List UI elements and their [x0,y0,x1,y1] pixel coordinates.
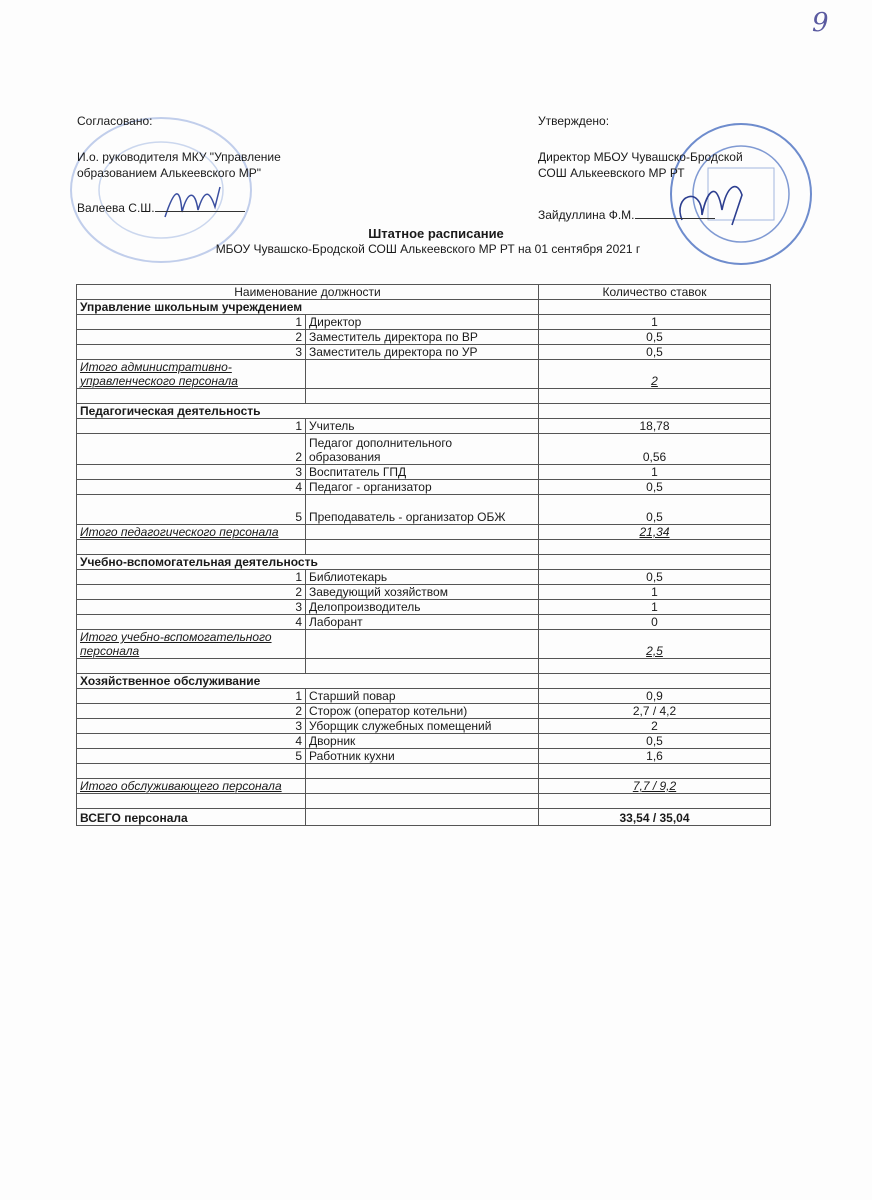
subtotal-label [77,630,306,659]
subtotal-text: Итого педагогического персонала [80,525,279,539]
approved-position-line2: СОШ Алькеевского МР РТ [538,166,685,180]
row-number: 4 [77,480,306,495]
position-name: Педагог - организатор [306,480,539,495]
subtotal-label [77,360,306,389]
position-name: Работник кухни [306,749,539,764]
approved-signer: Зайдуллина Ф.М. [538,208,715,222]
row-number: 4 [77,734,306,749]
table-row [77,585,771,600]
subtotal-value: 7,7 / 9,2 [539,779,771,794]
subtotal-text: Итого обслуживающего персонала [80,779,282,793]
rate-value: 2 [539,719,771,734]
table-row [77,300,771,315]
table-row [77,465,771,480]
empty-cell [306,779,539,794]
agreed-position-line2: образованием Алькеевского МР" [77,166,261,180]
table-row [77,495,771,525]
row-number: 2 [77,585,306,600]
table-row [77,525,771,540]
empty-cell [77,389,306,404]
row-number: 3 [77,719,306,734]
agreed-label: Согласовано: [77,114,153,128]
subtotal-text: Итого административно-управленческого персонала [80,360,238,388]
subtotal-value: 21,34 [539,525,771,540]
table-row [77,674,771,689]
subtotal-value: 2 [539,360,771,389]
empty-cell [306,540,539,555]
approved-position-line1: Директор МБОУ Чувашско-Бродской [538,150,743,164]
position-name [306,434,539,465]
rate-value: 0 [539,615,771,630]
position-name: Делопроизводитель [306,600,539,615]
rate-value: 1 [539,315,771,330]
empty-cell [306,809,539,826]
empty-cell [539,794,771,809]
rate-value: 0,5 [539,734,771,749]
empty-cell [539,404,771,419]
table-row [77,794,771,809]
row-number: 3 [77,600,306,615]
position-name: Учитель [306,419,539,434]
empty-cell [306,360,539,389]
position-name: Заведующий хозяйством [306,585,539,600]
staff-table [76,284,771,826]
empty-cell [77,794,306,809]
subtotal-text: Итого учебно-вспомогательного персонала [80,630,272,658]
position-name: Библиотекарь [306,570,539,585]
table-row [77,749,771,764]
row-number: 1 [77,689,306,704]
document-title: Штатное расписание [368,226,504,241]
empty-cell [306,659,539,674]
header-rates: Количество ставок [539,285,771,300]
row-number: 2 [77,434,306,465]
subtotal-value: 2,5 [539,630,771,659]
row-number: 3 [77,465,306,480]
table-row [77,704,771,719]
empty-cell [77,764,306,779]
row-number: 5 [77,749,306,764]
header-position: Наименование должности [77,285,539,300]
rate-value: 0,9 [539,689,771,704]
subtotal-label [77,779,306,794]
table-row [77,630,771,659]
position-name: Преподаватель - организатор ОБЖ [306,495,539,525]
table-row [77,419,771,434]
table-row [77,570,771,585]
table-row [77,345,771,360]
position-name: Заместитель директора по УР [306,345,539,360]
position-name: Лаборант [306,615,539,630]
section-heading: Хозяйственное обслуживание [77,674,539,689]
rate-value: 0,5 [539,480,771,495]
section-heading: Педагогическая деятельность [77,404,539,419]
position-name: Сторож (оператор котельни) [306,704,539,719]
empty-cell [306,525,539,540]
subtotal-label [77,525,306,540]
position-name: Старший повар [306,689,539,704]
row-number: 5 [77,495,306,525]
table-header-row [77,285,771,300]
rate-value: 1 [539,465,771,480]
row-number: 1 [77,315,306,330]
empty-cell [306,630,539,659]
position-name: Уборщик служебных помещений [306,719,539,734]
table-row [77,689,771,704]
position-name: Воспитатель ГПД [306,465,539,480]
rate-value: 18,78 [539,419,771,434]
table-row [77,540,771,555]
table-row [77,360,771,389]
empty-cell [539,674,771,689]
empty-cell [539,659,771,674]
empty-cell [539,300,771,315]
table-row [77,600,771,615]
agreed-signer: Валеева С.Ш. [77,201,245,215]
empty-cell [539,389,771,404]
empty-cell [306,389,539,404]
table-row [77,779,771,794]
rate-value: 0,5 [539,570,771,585]
table-row [77,719,771,734]
position-name: Дворник [306,734,539,749]
empty-cell [77,659,306,674]
position-name: Директор [306,315,539,330]
table-row [77,809,771,826]
grand-total-label: ВСЕГО персонала [77,809,306,826]
rate-value: 1 [539,600,771,615]
rate-value: 2,7 / 4,2 [539,704,771,719]
table-row [77,555,771,570]
table-row [77,404,771,419]
table-row [77,764,771,779]
empty-cell [306,794,539,809]
rate-value: 0,56 [539,434,771,465]
position-name-line1: Педагог дополнительного [309,436,453,450]
empty-cell [539,540,771,555]
row-number: 2 [77,704,306,719]
row-number: 2 [77,330,306,345]
rate-value: 0,5 [539,345,771,360]
section-heading: Учебно-вспомогательная деятельность [77,555,539,570]
empty-cell [539,764,771,779]
section-heading: Управление школьным учреждением [77,300,539,315]
table-row [77,434,771,465]
empty-cell [77,540,306,555]
table-row [77,659,771,674]
grand-total-value: 33,54 / 35,04 [539,809,771,826]
rate-value: 0,5 [539,495,771,525]
position-name: Заместитель директора по ВР [306,330,539,345]
document-subtitle: МБОУ Чувашско-Бродской СОШ Алькеевского МР РТ на 01 сентября 2021 г [215,242,641,256]
row-number: 1 [77,419,306,434]
rate-value: 1,6 [539,749,771,764]
empty-cell [539,555,771,570]
page-number: 9 [812,8,829,38]
row-number: 1 [77,570,306,585]
row-number: 4 [77,615,306,630]
approved-label: Утверждено: [538,114,610,128]
rate-value: 0,5 [539,330,771,345]
table-row [77,480,771,495]
table-row [77,615,771,630]
table-row [77,734,771,749]
table-row [77,315,771,330]
position-name-line2: образования [309,450,381,464]
empty-cell [306,764,539,779]
row-number: 3 [77,345,306,360]
rate-value: 1 [539,585,771,600]
table-row [77,330,771,345]
table-row [77,389,771,404]
agreed-position-line1: И.о. руководителя МКУ "Управление [77,150,281,164]
